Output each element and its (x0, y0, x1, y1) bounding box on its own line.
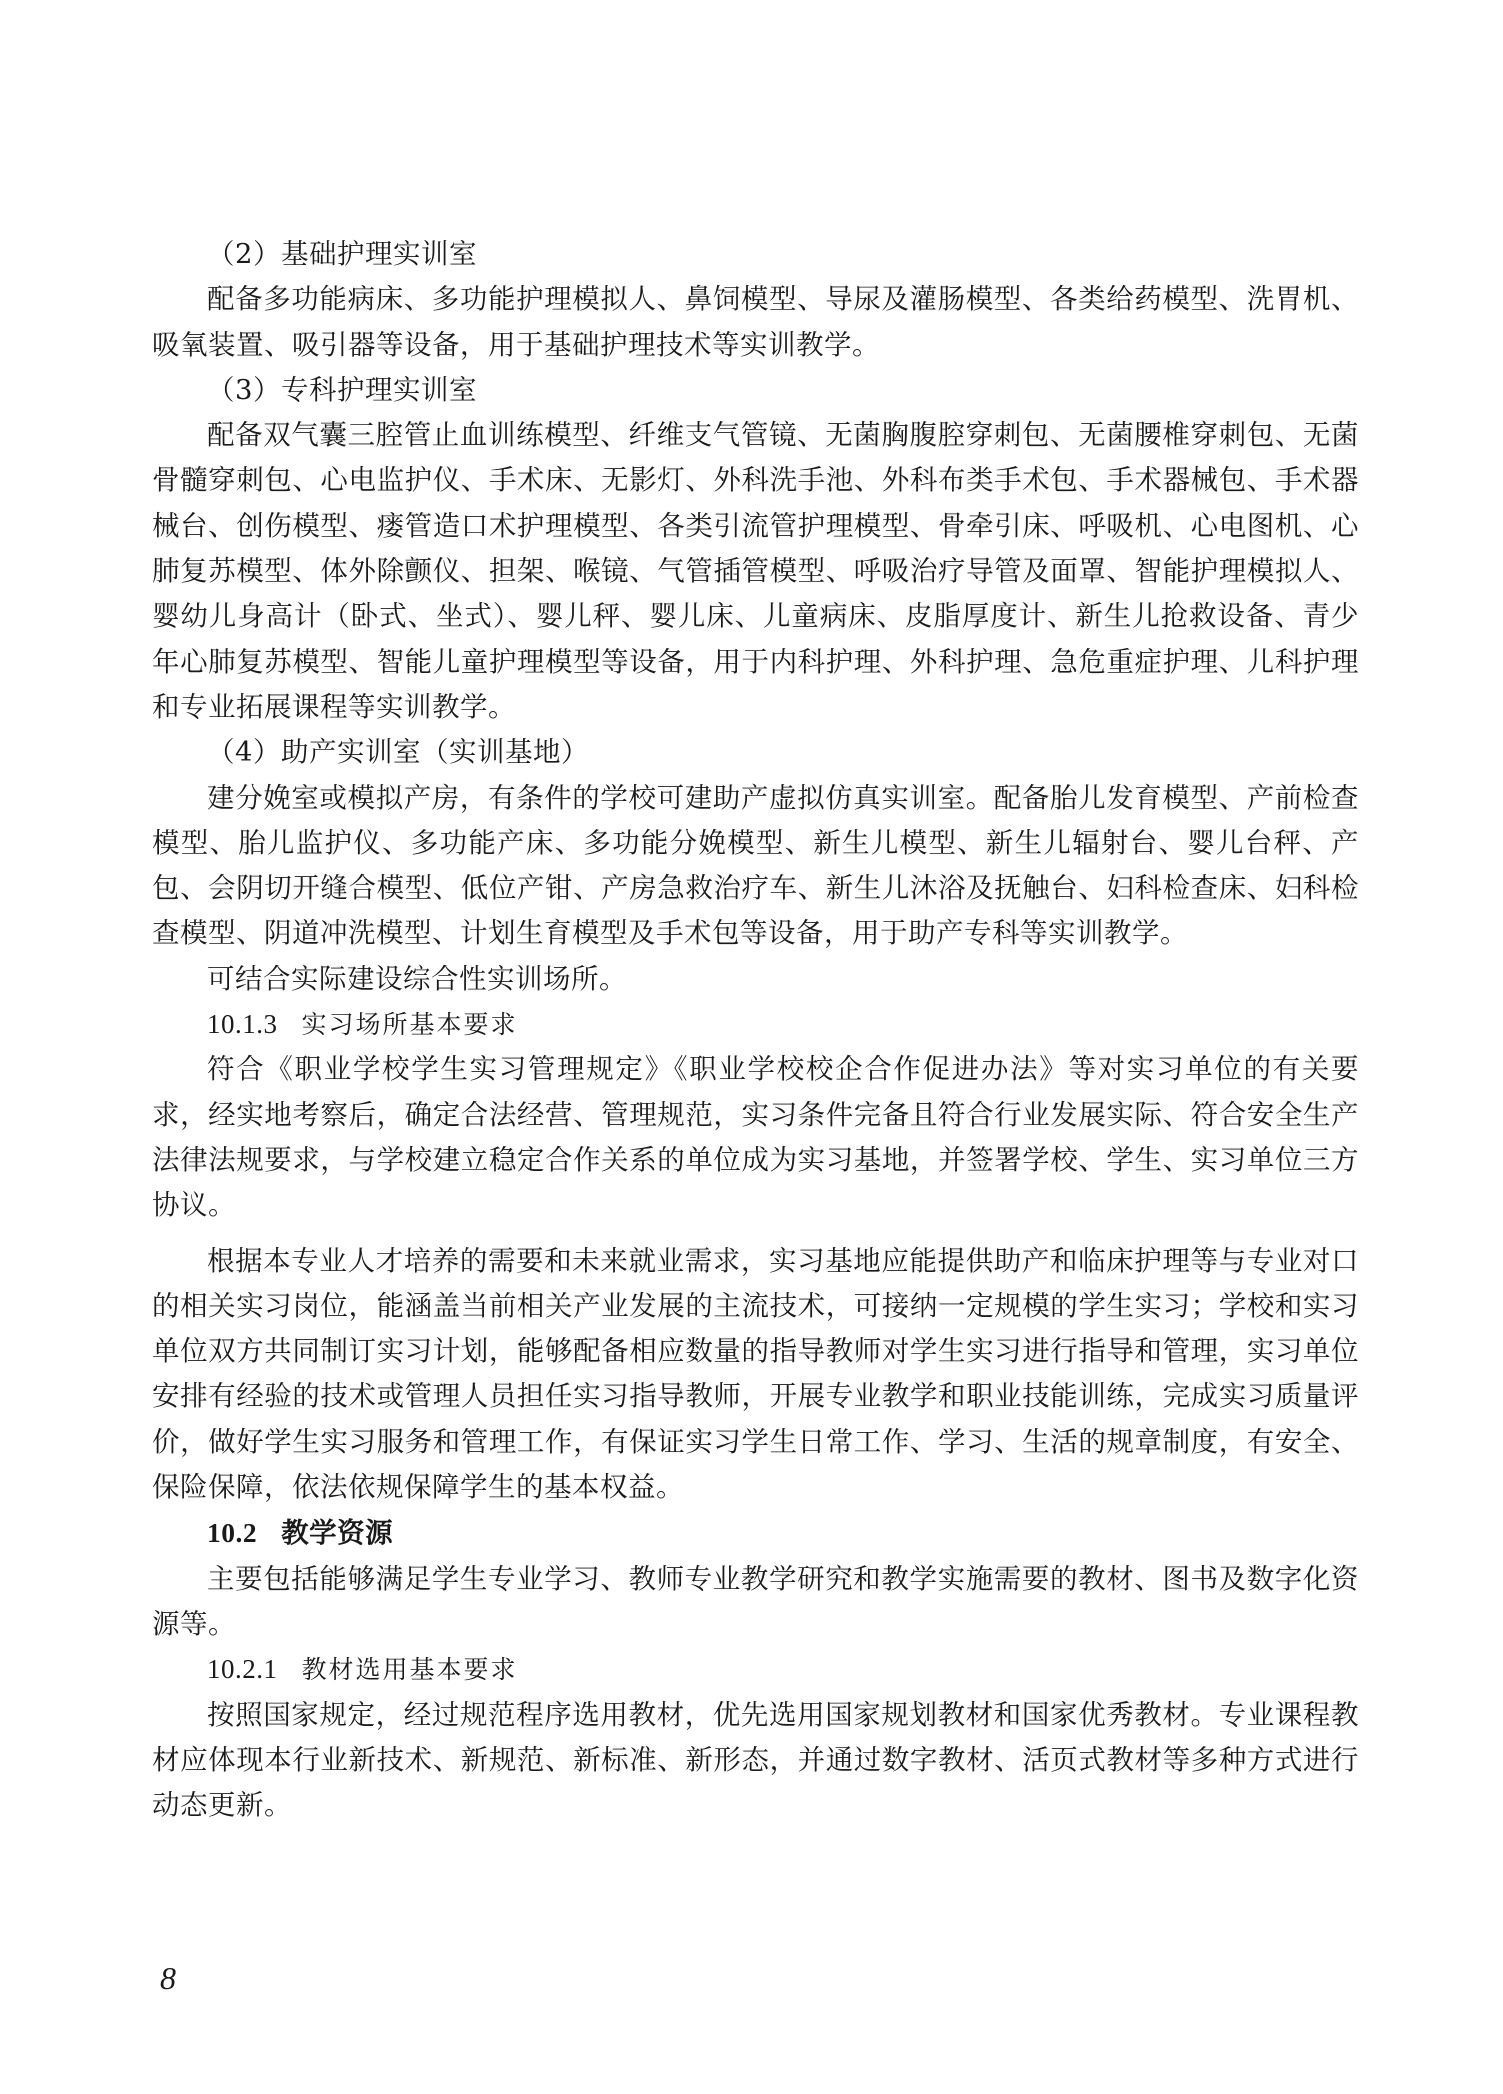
paragraph-internship-requirements: 符合《职业学校学生实习管理规定》《职业学校校企合作促进办法》等对实习单位的有关要求，经实地考察后，确定合法经营、管理规范，实习条件完备且符合行业发展实际、符合安全生产法律法规要求，与学校建立稳定合作关系的单位成为实习基地，并签署学校、学生、实习单位三方协议。 (152, 1053, 1359, 1222)
heading-10-1-3-number: 10.1.3 (207, 1009, 278, 1040)
paragraph-specialty-nursing-lab: 配备双气囊三腔管止血训练模型、纤维支气管镜、无菌胸腹腔穿刺包、无菌腰椎穿刺包、无菌骨髓穿刺包、心电监护仪、手术床、无影灯、外科洗手池、外科布类手术包、手术器械包、手术器械台、创伤模型、瘘管造口术护理模型、各类引流管护理模型、骨牵引床、呼吸机、心电图机、心肺复苏模型、体外除颤仪、担架、喉镜、气管插管模型、呼吸治疗导管及面罩、智能护理模拟人、婴幼儿身高计（卧式、坐式）、婴儿秤、婴儿床、儿童病床、皮脂厚度计、新生儿抢救设备、青少年心肺复苏模型、智能儿童护理模型等设备，用于内科护理、外科护理、急危重症护理、儿科护理和专业拓展课程等实训教学。 (152, 419, 1359, 723)
heading-10-2-1-number: 10.2.1 (207, 1654, 278, 1685)
heading-10-2-number: 10.2 (207, 1517, 258, 1549)
heading-10-2-1-title: 教材选用基本要求 (301, 1655, 518, 1685)
heading-specialty-nursing-lab: （3）专科护理实训室 (207, 373, 477, 406)
heading-10-1-3 (152, 1002, 1359, 1047)
heading-10-2 (152, 1510, 1359, 1556)
heading-10-1-3-title: 实习场所基本要求 (301, 1010, 518, 1040)
page-number: 8 (160, 1960, 176, 1996)
heading-basic-nursing-lab: （2）基础护理实训室 (207, 238, 477, 270)
paragraph-midwifery-lab: 建分娩室或模拟产房，有条件的学校可建助产虚拟仿真实训室。配备胎儿发育模型、产前检查模型、胎儿监护仪、多功能产床、多功能分娩模型、新生儿模型、新生儿辐射台、婴儿台秤、产包、会阴切开缝合模型、低位产钳、产房急救治疗车、新生儿沐浴及抚触台、妇科检查床、妇科检查模型、阴道冲洗模型、计划生育模型及手术包等设备，用于助产专科等实训教学。 (152, 781, 1359, 950)
paragraph-comprehensive-site: 可结合实际建设综合性实训场所。 (207, 962, 627, 995)
paragraph-basic-nursing-lab: 配备多功能病床、多功能护理模拟人、鼻饲模型、导尿及灌肠模型、各类给药模型、洗胃机、吸氧装置、吸引器等设备，用于基础护理技术等实训教学。 (152, 283, 1359, 361)
paragraph-teaching-resources: 主要包括能够满足学生专业学习、教师专业教学研究和教学实施需要的教材、图书及数字化资源等。 (152, 1562, 1359, 1640)
paragraph-internship-base: 根据本专业人才培养的需要和未来就业需求，实习基地应能提供助产和临床护理等与专业对口的相关实习岗位，能涵盖当前相关产业发展的主流技术，可接纳一定规模的学生实习；学校和实习单位双方共同制订实习计划，能够配备相应数量的指导教师对学生实习进行指导和管理，实习单位安排有经验的技术或管理人员担任实习指导教师，开展专业教学和职业技能训练，完成实习质量评价，做好学生实习服务和管理工作，有保证实习学生日常工作、学习、生活的规章制度，有安全、保险保障，依法依规保障学生的基本权益。 (152, 1244, 1359, 1504)
heading-midwifery-lab: （4）助产实训室（实训基地） (207, 736, 589, 769)
heading-10-2-title: 教学资源 (281, 1517, 394, 1550)
heading-10-2-1 (152, 1647, 1359, 1692)
paragraph-textbook-selection: 按照国家规定，经过规范程序选用教材，优先选用国家规划教材和国家优秀教材。专业课程教材应体现本行业新技术、新规范、新标准、新形态，并通过数字教材、活页式教材等多种方式进行动态更新。 (152, 1698, 1359, 1822)
page-body (152, 232, 1359, 1828)
